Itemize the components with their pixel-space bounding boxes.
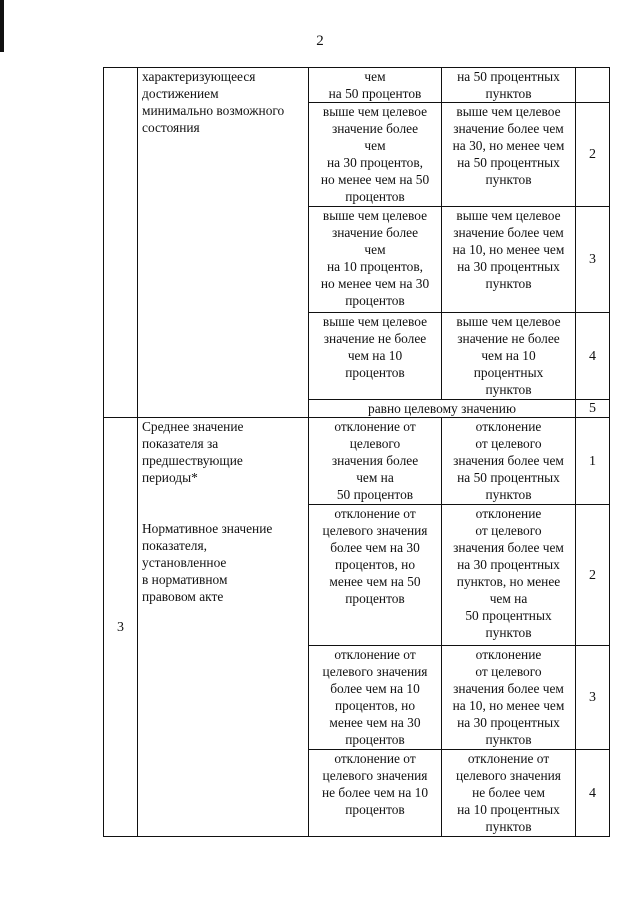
score-cell: 1 (576, 418, 610, 505)
percent-threshold-cell: отклонение от целевого значения не более чем на 10 процентов (309, 750, 442, 837)
percent-threshold-cell: отклонение от целевого значения более чем на 50 процентов (309, 418, 442, 505)
percent-threshold-cell: отклонение от целевого значения более чем на 30 процентов, но менее чем на 50 процентов (309, 505, 442, 646)
score-cell: 3 (576, 646, 610, 750)
row-number-cell (104, 68, 138, 418)
score-cell: 4 (576, 313, 610, 400)
criterion-cell: характеризующееся достижением минимально возможного состояния (138, 68, 309, 418)
percent-threshold-cell: выше чем целевое значение более чем на 30 процентов, но менее чем на 50 процентов (309, 103, 442, 207)
points-threshold-cell: выше чем целевое значение не более чем на 10 процентных пунктов (442, 313, 576, 400)
row-number-cell: 3 (104, 418, 138, 837)
points-threshold-cell: отклонение от целевого значения более чем на 50 процентных пунктов (442, 418, 576, 505)
percent-threshold-cell: отклонение от целевого значения более чем на 10 процентов, но менее чем на 30 процентов (309, 646, 442, 750)
score-cell: 4 (576, 750, 610, 837)
criterion-cell (138, 418, 309, 837)
page-number: 2 (316, 33, 324, 49)
criteria-table (103, 67, 610, 837)
score-cell: 2 (576, 505, 610, 646)
points-threshold-cell: отклонение от целевого значения более чем на 10, но менее чем на 30 процентных пунктов (442, 646, 576, 750)
percent-threshold-cell: выше чем целевое значение не более чем на 10 процентов (309, 313, 442, 400)
percent-threshold-cell: выше чем целевое значение более чем на 10 процентов, но менее чем на 30 процентов (309, 207, 442, 313)
criterion-average: Среднее значение показателя за предшествующие периоды* (142, 419, 244, 485)
points-threshold-cell: выше чем целевое значение более чем на 10, но менее чем на 30 процентных пунктов (442, 207, 576, 313)
score-cell (576, 68, 610, 103)
percent-threshold-cell: чем на 50 процентов (309, 68, 442, 103)
points-threshold-cell: отклонение от целевого значения более чем на 30 процентных пунктов, но менее чем на 50 процентных пунктов (442, 505, 576, 646)
points-threshold-cell: отклонение от целевого значения не более чем на 10 процентных пунктов (442, 750, 576, 837)
points-threshold-cell: выше чем целевое значение более чем на 30, но менее чем на 50 процентных пунктов (442, 103, 576, 207)
score-cell: 3 (576, 207, 610, 313)
score-cell: 2 (576, 103, 610, 207)
table-row (104, 68, 610, 103)
equal-target-cell: равно целевому значению (309, 400, 576, 418)
criterion-normative: Нормативное значение показателя, установленное в нормативном правовом акте (142, 521, 273, 604)
points-threshold-cell: на 50 процентных пунктов (442, 68, 576, 103)
table-row (104, 418, 610, 505)
score-cell: 5 (576, 400, 610, 418)
